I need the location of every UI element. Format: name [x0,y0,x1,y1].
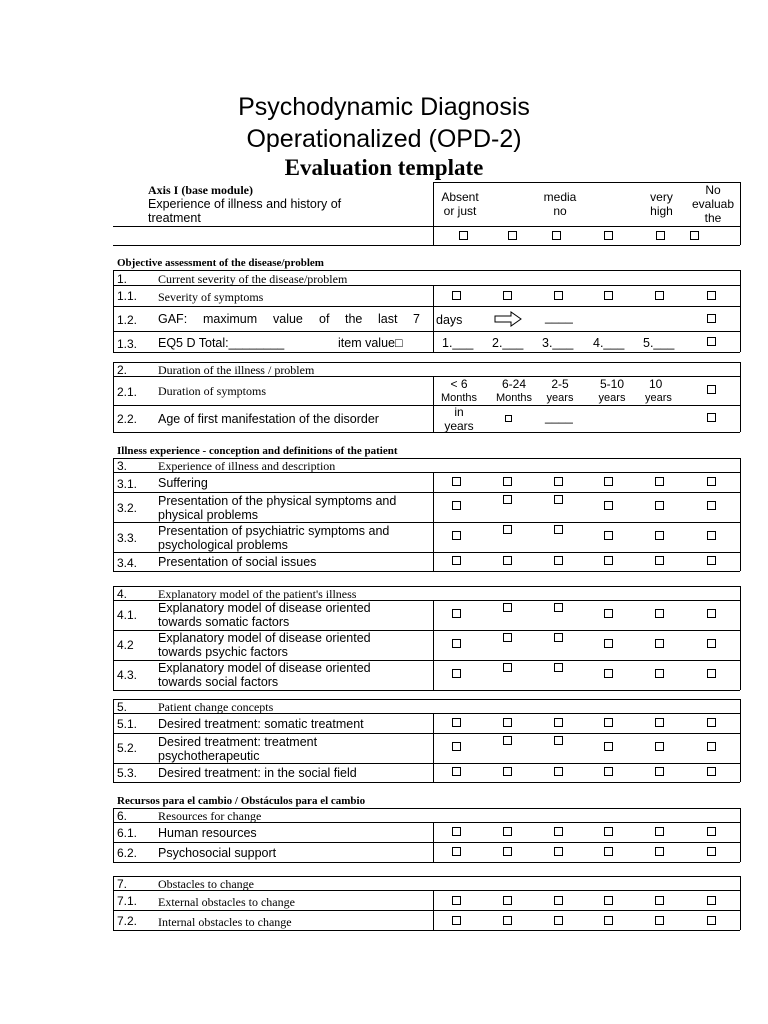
checkbox-icon[interactable] [452,501,461,510]
checkbox-icon[interactable] [554,603,563,612]
checkbox-icon[interactable] [707,847,716,856]
row-6-1-label: Human resources [158,826,257,840]
g2-label: Duration of the illness / problem [158,363,315,377]
g1-border [113,285,740,286]
section-resources: Recursos para el cambio / Obstáculos para el cambio [117,795,366,807]
axis-heading: Axis I (base module) [148,183,254,197]
g7-right [740,876,741,930]
checkbox-icon[interactable] [503,663,512,672]
row-border [113,405,740,406]
checkbox-icon[interactable] [452,291,461,300]
checkbox-icon[interactable] [604,896,613,905]
checkbox-icon[interactable] [452,609,461,618]
row-border [113,331,740,332]
checkbox-icon[interactable] [452,896,461,905]
checkbox-icon[interactable] [604,847,613,856]
page-title-line2: Operationalized (OPD-2) [246,125,522,153]
g2-right [740,362,741,432]
checkbox-icon[interactable] [554,633,563,642]
section-illness-experience: Illness experience - conception and definitions of the patient [117,445,398,457]
checkbox-icon[interactable] [655,556,664,565]
duration-2-5[interactable]: 2-5 years [546,377,574,404]
checkbox-icon[interactable] [503,525,512,534]
checkbox-icon[interactable] [452,767,461,776]
checkbox-icon[interactable] [452,531,461,540]
row-border [113,763,740,764]
checkbox-icon[interactable] [503,633,512,642]
checkbox-icon[interactable] [604,827,613,836]
g4-mid [433,600,434,690]
header-checkbox-icon [656,231,665,240]
checkbox-icon[interactable] [452,827,461,836]
checkbox-icon[interactable] [503,495,512,504]
scale-very-high: very high [650,190,673,218]
g7-mid [433,890,434,930]
row-4-1-label: Explanatory model of disease oriented towards somatic factors [158,601,371,629]
row-3-2-num: 3.2. [117,501,138,515]
g3-num: 3. [117,459,128,473]
g1-border-top [113,270,740,271]
row-6-2-label: Psychosocial support [158,846,277,860]
duration-5-10[interactable]: 5-10 years [598,377,626,404]
checkbox-icon[interactable] [554,663,563,672]
checkbox-icon[interactable] [452,916,461,925]
right-arrow-icon [494,311,522,327]
row-7-2-label: Internal obstacles to change [158,915,292,929]
checkbox-icon[interactable] [554,827,563,836]
checkbox-icon[interactable] [554,525,563,534]
row-7-2-num: 7.2. [117,914,138,928]
header-right-border [740,182,741,245]
checkbox-icon[interactable] [655,639,664,648]
checkbox-icon[interactable] [707,896,716,905]
g6-right [740,808,741,862]
checkbox-icon[interactable] [554,896,563,905]
row-3-3-label: Presentation of psychiatric symptoms and psychological problems [158,524,390,552]
g3-left [113,458,114,571]
checkbox-icon[interactable] [655,767,664,776]
checkbox-icon[interactable] [655,847,664,856]
checkbox-icon[interactable] [707,718,716,727]
axis-desc-line2: treatment [148,211,201,225]
g3-mid [433,472,434,571]
row-3-4-num: 3.4. [117,556,138,570]
checkbox-icon[interactable] [707,742,716,751]
g6-mid [433,822,434,862]
g4-label: Explanatory model of the patient's illness [158,587,357,601]
row-6-2-num: 6.2. [117,846,138,860]
header-mid-border [113,226,740,227]
g5-num: 5. [117,700,128,714]
row-1-2-num: 1.2. [117,313,138,327]
row-1-3-num: 1.3. [117,337,138,351]
g5-border-bottom [113,782,740,783]
checkbox-icon[interactable] [554,718,563,727]
row-2-1-label: Duration of symptoms [158,384,266,398]
eq5d-opt2[interactable]: 2.___ [492,336,524,350]
scale-media: media no [543,190,577,218]
row-3-4-label: Presentation of social issues [158,555,317,569]
g6-left [113,808,114,862]
checkbox-icon[interactable] [707,501,716,510]
checkbox-icon[interactable] [452,639,461,648]
checkbox-icon[interactable] [604,501,613,510]
checkbox-icon[interactable] [503,736,512,745]
checkbox-icon[interactable] [707,385,716,394]
g1-label: Current severity of the disease/problem [158,272,348,286]
g1-right [740,270,741,352]
checkbox-icon[interactable] [503,718,512,727]
eq5d-opt5[interactable]: 5.___ [643,336,675,350]
duration-10[interactable]: 10 years [645,377,672,404]
g7-left [113,876,114,930]
g7-border-bottom [113,930,740,931]
checkbox-icon[interactable] [503,916,512,925]
row-border [113,910,740,911]
eq5d-opt3[interactable]: 3.___ [542,336,574,350]
row-5-1-label: Desired treatment: somatic treatment [158,717,364,731]
checkbox-icon[interactable] [707,827,716,836]
g1-left [113,270,114,352]
row-border [113,492,740,493]
checkbox-icon[interactable] [655,477,664,486]
checkbox-icon[interactable] [505,415,512,422]
checkbox-icon[interactable] [707,337,716,346]
checkbox-icon[interactable] [707,291,716,300]
gaf-days: days [436,313,463,327]
header-checkbox-icon [552,231,561,240]
checkbox-icon[interactable] [604,639,613,648]
row-4-1-num: 4.1. [117,608,138,622]
g7-num: 7. [117,877,128,891]
g1-num: 1. [117,272,128,286]
header-checkbox-icon [604,231,613,240]
g5-mid [433,713,434,782]
checkbox-icon[interactable] [452,556,461,565]
checkbox-icon[interactable] [655,718,664,727]
checkbox-icon[interactable] [604,556,613,565]
row-2-2-label: Age of first manifestation of the disorder [158,412,379,426]
checkbox-icon[interactable] [554,495,563,504]
age-blank[interactable]: ____ [545,410,573,424]
age-in-years: in years [444,405,474,433]
header-checkbox-icon [690,231,699,240]
g2-num: 2. [117,363,128,377]
checkbox-icon[interactable] [707,916,716,925]
checkbox-icon[interactable] [503,477,512,486]
scale-no-evaluable: No evaluab the [691,183,735,225]
checkbox-icon[interactable] [655,669,664,678]
header-checkbox-icon [508,231,517,240]
row-2-2-num: 2.2. [117,412,138,426]
g4-num: 4. [117,587,128,601]
row-1-1-num: 1.1. [117,289,138,303]
header-bottom-border [113,245,740,246]
checkbox-icon[interactable] [604,767,613,776]
g3-border [113,472,740,473]
row-border [113,552,740,553]
row-border [113,306,740,307]
gaf-w4: of [319,312,330,326]
checkbox-icon[interactable] [655,896,664,905]
row-7-1-label: External obstacles to change [158,895,295,909]
checkbox-icon[interactable] [554,556,563,565]
row-4-3-num: 4.3. [117,668,138,682]
g6-border [113,822,740,823]
g4-border-bottom [113,690,740,691]
g4-left [113,586,114,690]
checkbox-icon[interactable] [707,531,716,540]
g2-left [113,362,114,432]
g3-right [740,458,741,571]
gaf-w7: 7 [413,312,420,326]
checkbox-icon[interactable] [503,291,512,300]
g1-mid [433,285,434,352]
duration-lt6[interactable]: < 6 Months [440,377,478,404]
checkbox-icon[interactable] [604,742,613,751]
row-6-1-num: 6.1. [117,826,138,840]
checkbox-icon[interactable] [604,291,613,300]
checkbox-icon[interactable] [707,556,716,565]
checkbox-icon[interactable] [707,413,716,422]
g6-num: 6. [117,809,128,823]
checkbox-icon[interactable] [452,718,461,727]
checkbox-icon[interactable] [452,477,461,486]
g7-border [113,890,740,891]
page-subtitle: Evaluation template [284,155,484,180]
checkbox-icon[interactable] [655,291,664,300]
checkbox-icon[interactable] [503,896,512,905]
checkbox-icon[interactable] [707,314,716,323]
checkbox-icon[interactable] [707,609,716,618]
row-3-2-label: Presentation of the physical symptoms and physical problems [158,494,397,522]
checkbox-icon[interactable] [707,639,716,648]
checkbox-icon[interactable] [655,916,664,925]
checkbox-icon[interactable] [554,916,563,925]
row-3-1-label: Suffering [158,476,208,490]
scale-absent: Absent or just [441,190,479,218]
row-5-3-label: Desired treatment: in the social field [158,766,357,780]
row-border [113,522,740,523]
row-border [113,842,740,843]
row-7-1-num: 7.1. [117,894,138,908]
g6-border-bottom [113,862,740,863]
gaf-blank[interactable]: ____ [545,310,573,324]
eq5d-total[interactable]: EQ5 D Total:________ [158,336,285,350]
header-checkbox-icon [459,231,468,240]
row-5-1-num: 5.1. [117,717,138,731]
checkbox-icon[interactable] [554,736,563,745]
section-objective: Objective assessment of the disease/problem [117,257,324,269]
checkbox-icon[interactable] [604,477,613,486]
g3-label: Experience of illness and description [158,459,336,473]
g5-left [113,699,114,782]
checkbox-icon[interactable] [604,718,613,727]
g3-border-bottom [113,571,740,572]
duration-6-24[interactable]: 6-24 Months [495,377,533,404]
g7-label: Obstacles to change [158,877,254,891]
row-1-1-label: Severity of symptoms [158,290,264,304]
checkbox-icon[interactable] [604,669,613,678]
g5-right [740,699,741,782]
row-4-2-num: 4.2 [117,638,134,652]
gaf-w6: last [378,312,398,326]
row-border [113,733,740,734]
checkbox-icon[interactable] [503,556,512,565]
gaf-w1: GAF: [158,312,188,326]
row-5-2-label: Desired treatment: treatment psychotherapeutic [158,735,318,763]
checkbox-icon[interactable] [604,531,613,540]
checkbox-icon[interactable] [655,501,664,510]
checkbox-icon[interactable] [503,847,512,856]
checkbox-icon[interactable] [554,291,563,300]
axis-desc-line1: Experience of illness and history of [148,197,342,211]
row-4-3-label: Explanatory model of disease oriented towards social factors [158,661,371,689]
page-title-line1: Psychodynamic Diagnosis [238,93,530,121]
checkbox-icon[interactable] [554,477,563,486]
row-5-2-num: 5.2. [117,741,138,755]
eq5d-opt1[interactable]: 1.___ [442,336,474,350]
checkbox-icon[interactable] [707,669,716,678]
checkbox-icon[interactable] [503,827,512,836]
checkbox-icon[interactable] [452,669,461,678]
row-2-1-num: 2.1. [117,385,138,399]
checkbox-icon[interactable] [707,767,716,776]
eq5d-opt4[interactable]: 4.___ [593,336,625,350]
checkbox-icon[interactable] [655,742,664,751]
g5-label: Patient change concepts [158,700,274,714]
g2-mid [433,376,434,432]
gaf-w5: the [345,312,363,326]
row-4-2-label: Explanatory model of disease oriented towards psychic factors [158,631,371,659]
row-3-3-num: 3.3. [117,531,138,545]
checkbox-icon[interactable] [503,603,512,612]
checkbox-icon[interactable] [707,477,716,486]
row-5-3-num: 5.3. [117,766,138,780]
g2-border-bottom [113,432,740,433]
g1-border-bottom [113,352,740,353]
g5-border [113,713,740,714]
checkbox-icon[interactable] [604,609,613,618]
checkbox-icon[interactable] [604,916,613,925]
checkbox-icon[interactable] [452,847,461,856]
checkbox-icon[interactable] [655,609,664,618]
checkbox-icon[interactable] [655,827,664,836]
eq5d-item-value: item value□ [338,336,403,350]
checkbox-icon[interactable] [554,847,563,856]
gaf-w2: maximum [203,312,258,326]
checkbox-icon[interactable] [655,531,664,540]
checkbox-icon[interactable] [554,767,563,776]
g6-label: Resources for change [158,809,262,823]
checkbox-icon[interactable] [503,767,512,776]
g4-right [740,586,741,690]
gaf-w3: value [273,312,303,326]
row-3-1-num: 3.1. [117,477,138,491]
checkbox-icon[interactable] [452,742,461,751]
